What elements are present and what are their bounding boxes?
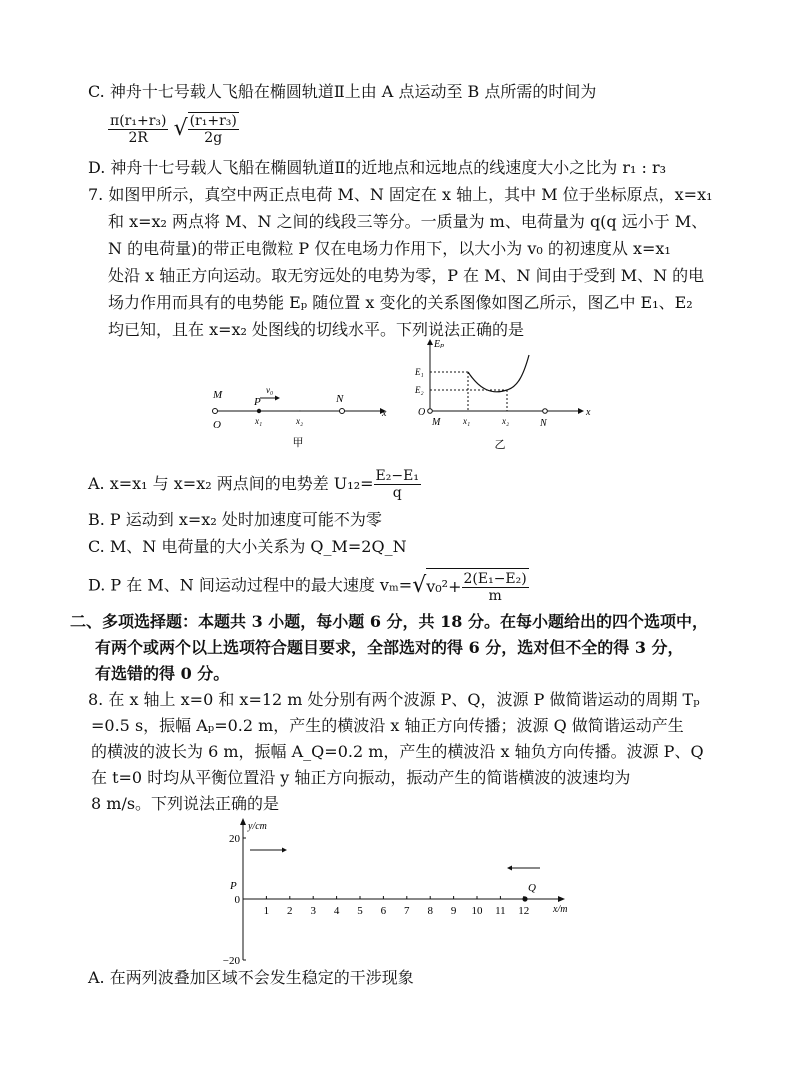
label-o: O [213,419,221,431]
q7-option-d: D. P 在 M、N 间运动过程中的最大速度 vₘ=√v₀²+ $\frac{\text{2(E₁−E₂)}}{m}$ [88,568,529,604]
source-q-point [522,896,527,901]
charge-n [340,409,345,414]
wave-q-arrowhead [507,866,512,871]
x-tick-label: 11 [495,905,506,917]
y-axis-arrow [240,818,246,825]
particle-p [257,409,261,413]
q8-stem-line5: 8 m/s。下列说法正确的是 [91,794,280,813]
x-tick-label: 6 [380,905,387,917]
q6-fraction-1: $\frac{\text{π(r₁+r₃)}}{2R}$ [110,112,167,146]
q8-option-a: A. 在两列波叠加区域不会发生稳定的干涉现象 [88,968,414,987]
label-x2: x₂ [502,416,510,426]
y-tick-label: 20 [229,833,240,845]
q7-stem-line5: 场力作用而具有的电势能 Eₚ 随位置 x 变化的关系图像如图乙所示，图乙中 E₁、E₂ [108,293,693,312]
q7-stem-line3: N 的电荷量)的带正电微粒 P 仅在电场力作用下，以大小为 v₀ 的初速度从 x=x₁ [108,239,671,258]
x-tick-label: 5 [357,905,363,917]
x-tick-label: 2 [287,905,293,917]
q7-option-b: B. P 运动到 x=x₂ 处时加速度可能不为零 [88,510,382,529]
q6-option-c-formula [108,112,239,146]
section2-heading-line3: 有选错的得 0 分。 [95,664,230,683]
figure-yi [410,335,590,453]
x-tick-label: 1 [263,905,270,917]
figure-jia [205,378,395,448]
wave-p-arrowhead [282,848,287,853]
wave-chart [220,815,580,965]
caption-yi: 乙 [494,439,506,451]
q7-stem-line1: 7. 如图甲所示，真空中两正点电荷 M、N 固定在 x 轴上，其中 M 位于坐标原点，x=x₁ [88,185,713,204]
y-tick-label: 0 [234,894,240,906]
label-x2: x₂ [296,416,304,426]
charge-n [543,409,548,414]
label-q: Q [528,882,536,894]
section2-heading-line1: 二、多项选择题：本题共 3 小题，每小题 6 分，共 18 分。在每小题给出的四个选项中， [70,612,708,631]
caption-jia: 甲 [292,437,304,449]
q8-stem-line3: 的横波的波长为 6 m，振幅 A_Q=0.2 m，产生的横波沿 x 轴负方向传播。波源 P、Q [91,742,704,761]
label-e2: E₂ [415,385,424,395]
q7-option-a: A. x=x₁ 与 x=x₂ 两点间的电势差 U₁₂= $\frac{\text{E₂−E₁}}{q}$ [88,468,419,501]
label-v0: v₀ [266,385,274,395]
q8-stem-line4: 在 t=0 时均从平衡位置沿 y 轴正方向振动，振动产生的简谐横波的波速均为 [91,768,631,787]
x-axis-label: x/m [553,904,568,915]
q7-stem-line6: 均已知，且在 x=x₂ 处图线的切线水平。下列说法正确的是 [108,320,525,339]
q6-option-c-line1: C. 神舟十七号载人飞船在椭圆轨道Ⅱ上由 A 点运动至 B 点所需的时间为 [88,82,597,101]
sqrt-sign: √ [173,116,188,141]
q7-option-c: C. M、N 电荷量的大小关系为 Q_M=2Q_N [88,537,407,556]
q7-stem-line4: 处沿 x 轴正方向运动。取无穷远处的电势为零，P 在 M、N 间由于受到 M、N 的电 [108,266,705,285]
label-x: x [382,408,387,419]
x-tick-label: 4 [333,905,340,917]
label-x1: x₁ [463,416,471,426]
q8-stem-line1: 8. 在 x 轴上 x=0 和 x=12 m 处分别有两个波源 P、Q，波源 P 做简谐运动的周期 Tₚ [88,690,700,709]
q6-option-d: D. 神舟十七号载人飞船在椭圆轨道Ⅱ的近地点和远地点的线速度大小之比为 r₁ : r₃ [88,158,667,177]
label-e1: E₁ [415,367,424,377]
q7-option-a-fraction: $\frac{\text{E₂−E₁}}{q}$ [375,468,419,501]
q8-stem-line2: =0.5 s，振幅 Aₚ=0.2 m，产生的横波沿 x 轴正方向传播；波源 Q 做简谐运动产生 [91,716,684,735]
radicand: v₀²+ $\frac{\text{2(E₁−E₂)}}{m}$ [426,568,529,604]
label-n: N [540,418,547,429]
x-axis-arrow [558,896,565,902]
label-o: O [418,407,426,418]
q7-stem-line2: 和 x=x₂ 两点将 M、N 之间的线段三等分。一质量为 m、电荷量为 q(q 远小于 M、 [108,212,708,231]
x-tick-label: 9 [450,905,457,917]
section2-heading-line2: 有两个或两个以上选项符合题目要求，全部选对的得 6 分，选对但不全的得 3 分， [95,638,684,657]
x-tick-label: 12 [518,905,530,917]
q6-fraction-2: $\frac{\text{(r₁+r₃)}}{2g}$ [189,113,237,146]
label-x1: x₁ [255,416,263,426]
label-m: M [213,389,223,401]
x-tick-label: 10 [471,905,483,917]
x-tick-label: 3 [310,905,316,917]
label-p: P [254,396,261,408]
y-tick-label: −20 [222,955,240,967]
charge-m [428,409,433,414]
label-ep: Eₚ [434,339,445,350]
ep-curve [468,355,529,392]
label-m: M [432,417,441,428]
charge-m [213,409,218,414]
sqrt-sign: √ [412,573,427,598]
x-axis-arrow [578,408,584,414]
tick-x2-mark: · [298,406,302,416]
x-tick-label: 7 [404,905,410,917]
x-tick-label: 8 [427,905,433,917]
q7-option-d-fraction: $\frac{\text{2(E₁−E₂)}}{m}$ [463,571,527,604]
y-axis-arrow [427,339,433,345]
y-axis-label: y/cm [248,821,267,832]
label-n: N [336,393,344,405]
label-x: x [586,407,591,418]
label-p: P [230,880,237,892]
velocity-arrowhead [275,396,280,401]
